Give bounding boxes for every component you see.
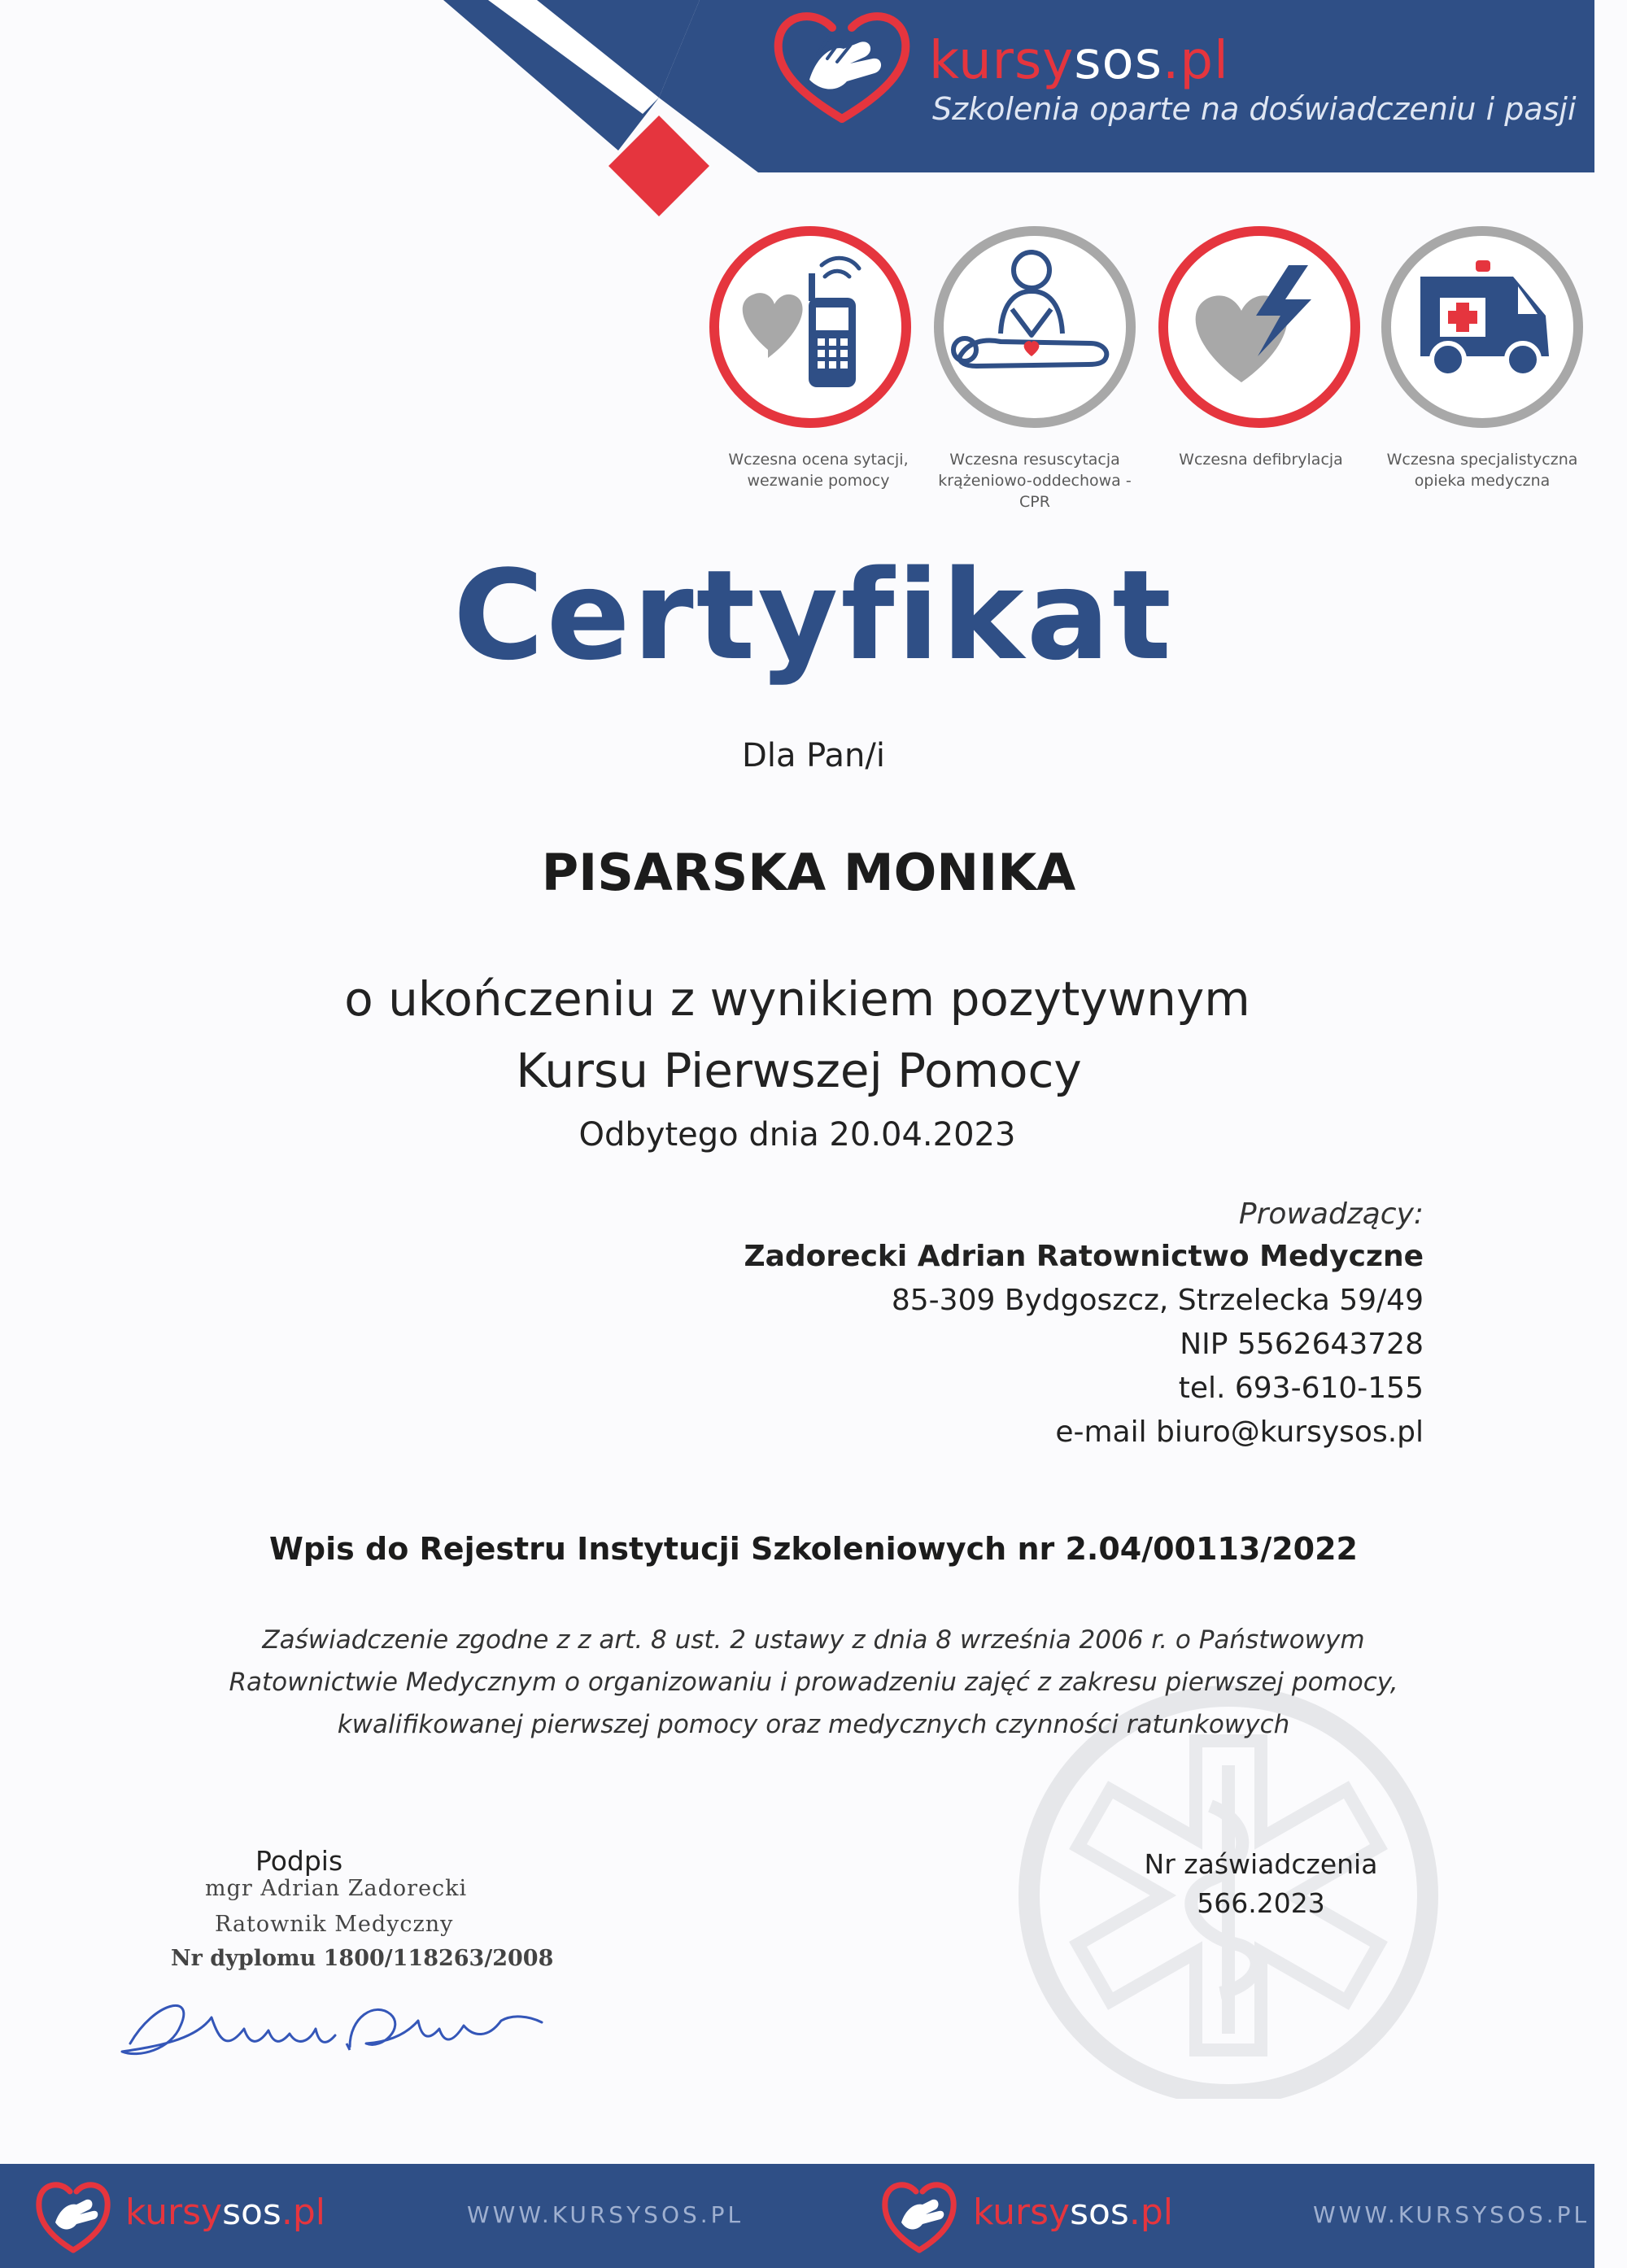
stamp-name: mgr Adrian Zadorecki bbox=[205, 1876, 468, 1901]
signature-label: Podpis bbox=[255, 1845, 343, 1877]
brand-part-pl: .pl bbox=[1162, 31, 1229, 91]
step-caption-2-line2: krążeniowo-oddechowa - CPR bbox=[938, 472, 1132, 511]
register-entry: Wpis do Rejestru Instytucji Szkoleniowych nr 2.04/00113/2022 bbox=[269, 1531, 1358, 1567]
brand-logo-text bbox=[929, 31, 1229, 91]
step-caption-1-line2: wezwanie pomocy bbox=[747, 472, 890, 490]
hands-heart-icon bbox=[769, 5, 915, 127]
step-caption-4 bbox=[1368, 449, 1596, 491]
step-caption-4-line1: Wczesna specjalistyczna bbox=[1386, 451, 1578, 469]
defibrillation-heart-icon bbox=[1152, 220, 1367, 434]
tagline: Szkolenia oparte na doświadczeniu i pasji bbox=[932, 91, 1577, 127]
instructor-address: 85-309 Bydgoszcz, Strzelecka 59/49 bbox=[891, 1284, 1424, 1317]
footer-bar bbox=[0, 2164, 1594, 2268]
course-date: Odbytego dnia 20.04.2023 bbox=[578, 1116, 1016, 1154]
stamp-diploma-number: Nr dyplomu 1800/118263/2008 bbox=[171, 1946, 554, 1971]
step-caption-3 bbox=[1147, 449, 1375, 470]
certificate-number: 566.2023 bbox=[1197, 1887, 1325, 1919]
instructor-phone: tel. 693-610-155 bbox=[1178, 1372, 1424, 1405]
phone-heart-icon bbox=[703, 220, 918, 434]
step-caption-3-line1: Wczesna defibrylacja bbox=[1179, 451, 1343, 469]
recipient-prefix: Dla Pan/i bbox=[742, 737, 885, 774]
footer-url-1: WWW.KURSYSOS.PL bbox=[467, 2201, 744, 2228]
course-name: Kursu Pierwszej Pomocy bbox=[516, 1043, 1082, 1098]
footer-brand-2-sos: sos bbox=[1070, 2192, 1129, 2233]
hands-heart-icon bbox=[879, 2175, 960, 2257]
step-caption-2 bbox=[921, 449, 1149, 512]
completion-line: o ukończeniu z wynikiem pozytywnym bbox=[344, 971, 1250, 1027]
cpr-icon bbox=[927, 220, 1142, 434]
footer-brand-2-pl: .pl bbox=[1128, 2192, 1173, 2233]
footer-brand-1-sos: sos bbox=[222, 2192, 281, 2233]
step-caption-1-line1: Wczesna ocena sytacji, bbox=[728, 451, 909, 469]
step-caption-4-line2: opieka medyczna bbox=[1414, 472, 1551, 490]
recipient-name: PISARSKA MONIKA bbox=[541, 843, 1076, 902]
ambulance-icon bbox=[1375, 220, 1590, 434]
footer-brand-1-pl: .pl bbox=[281, 2192, 325, 2233]
footer-brand-1-kursy: kursy bbox=[125, 2192, 223, 2233]
certificate-title: Certyfikat bbox=[453, 543, 1174, 687]
footer-brand-2 bbox=[973, 2192, 1173, 2233]
instructor-email: e-mail biuro@kursysos.pl bbox=[1055, 1415, 1424, 1449]
footer-brand-2-kursy: kursy bbox=[973, 2192, 1071, 2233]
instructor-company: Zadorecki Adrian Ratownictwo Medyczne bbox=[744, 1240, 1424, 1273]
brand-part-kursy: kursy bbox=[929, 31, 1075, 91]
hands-heart-icon bbox=[33, 2175, 114, 2257]
brand-part-sos: sos bbox=[1074, 31, 1163, 91]
instructor-nip: NIP 5562643728 bbox=[1180, 1328, 1424, 1361]
handwritten-signature bbox=[106, 1969, 610, 2074]
footer-brand-1 bbox=[125, 2192, 325, 2233]
instructor-label: Prowadzący: bbox=[1238, 1197, 1424, 1231]
step-caption-1 bbox=[704, 449, 932, 491]
stamp-role: Ratownik Medyczny bbox=[215, 1912, 454, 1937]
step-caption-2-line1: Wczesna resuscytacja bbox=[949, 451, 1120, 469]
legal-note: Zaświadczenie zgodne z z art. 8 ust. 2 ustawy z dnia 8 września 2006 r. o Państwowym Ratownictwie Medycznym o organizowaniu i prowadzeniu zajęć z zakresu pierwszej pomocy, kwalifikowanej pierwszej pomocy oraz medycznych czynności ratunkowych bbox=[229, 1625, 1398, 1739]
footer-url-2: WWW.KURSYSOS.PL bbox=[1313, 2201, 1590, 2228]
certificate-number-label: Nr zaświadczenia bbox=[1144, 1848, 1378, 1880]
